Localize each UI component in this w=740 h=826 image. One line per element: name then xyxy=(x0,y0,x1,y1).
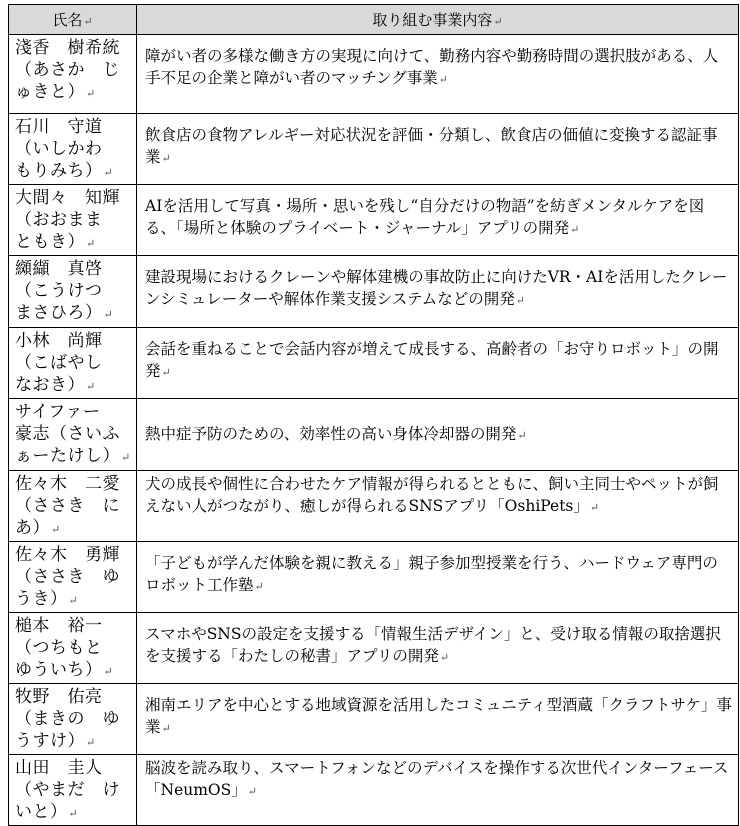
table-row xyxy=(9,35,739,114)
return-mark-icon: ↵ xyxy=(439,651,450,664)
return-mark-icon: ↵ xyxy=(103,308,114,321)
content-cell: 熱中症予防のための、効率性の高い身体冷却器の開発↵ xyxy=(137,399,739,471)
return-mark-icon: ↵ xyxy=(515,294,525,307)
return-mark-icon: ↵ xyxy=(51,523,61,536)
return-mark-icon: ↵ xyxy=(103,665,114,678)
table-row xyxy=(9,256,739,328)
return-mark-icon: ↵ xyxy=(68,807,79,820)
return-mark-icon: ↵ xyxy=(517,428,527,442)
table-row xyxy=(9,399,739,471)
content-cell: AIを活用して写真・場所・思いを残し“自分だけの物語”を紡ぎメンタルケアを図る、「場所と体験のプライベート・ジャーナル」アプリの開発↵ xyxy=(137,185,739,256)
content-cell: 「子どもが学んだ体験を親に教える」親子参加型授業を行う、ハードウェア専門のロボット工作塾↵ xyxy=(137,542,739,613)
name-cell: 牧野 佑亮（まきの ゆうすけ）↵ xyxy=(9,684,137,755)
content-cell: 会話を重ねることで会話内容が増えて成長する、高齢者の「お守りロボット」の開発↵ xyxy=(137,328,739,399)
return-mark-icon: ↵ xyxy=(438,73,449,86)
name-cell: 佐々木 二愛（ささき にあ）↵ xyxy=(9,471,137,542)
return-mark-icon: ↵ xyxy=(86,736,96,749)
name-cell: 淺香 樹希統（あさか じゅきと）↵ xyxy=(9,35,137,114)
return-mark-icon: ↵ xyxy=(86,237,96,250)
return-mark-icon: ↵ xyxy=(161,152,171,165)
return-mark-icon: ↵ xyxy=(68,594,79,607)
content-cell: 障がい者の多様な働き方の実現に向けて、勤務内容や勤務時間の選択肢がある、人手不足の企業と障がい者のマッチング事業↵ xyxy=(137,35,739,114)
table-row xyxy=(9,755,739,826)
content-cell: 犬の成長や個性に合わせたケア情報が得られるとともに、飼い主同士やペットが飼えない人がつながり、癒しが得られるSNSアプリ「OshiPets」↵ xyxy=(137,471,739,542)
name-cell: 小林 尚輝（こばやし なおき）↵ xyxy=(9,328,137,399)
return-mark-icon: ↵ xyxy=(121,451,131,464)
content-cell: スマホやSNSの設定を支援する「情報生活デザイン」と、受け取る情報の取捨選択を支援する「わたしの秘書」アプリの開発↵ xyxy=(137,613,739,684)
table-row xyxy=(9,328,739,399)
content-cell: 建設現場におけるクレーンや解体建機の事故防止に向けたVR・AIを活用したクレーンシミュレーターや解体作業支援システムなどの開発↵ xyxy=(137,256,739,328)
return-mark-icon: ↵ xyxy=(83,15,93,28)
business-table xyxy=(8,4,739,826)
return-mark-icon: ↵ xyxy=(254,580,264,593)
name-cell: 佐々木 勇輝（ささき ゆうき）↵ xyxy=(9,542,137,613)
header-content: 取り組む事業内容↵ xyxy=(137,5,739,35)
return-mark-icon: ↵ xyxy=(493,15,503,28)
table-row xyxy=(9,613,739,684)
content-cell: 湘南エリアを中心とする地域資源を活用したコミュニティ型酒蔵「クラフトサケ」事業↵ xyxy=(137,684,739,755)
return-mark-icon: ↵ xyxy=(161,366,171,379)
name-cell: サイファー 豪志（さいふぁーたけし）↵ xyxy=(9,399,137,471)
table-row xyxy=(9,684,739,755)
return-mark-icon: ↵ xyxy=(570,223,580,236)
return-mark-icon: ↵ xyxy=(247,785,257,798)
name-cell: 大間々 知輝（おおまま ともき）↵ xyxy=(9,185,137,256)
return-mark-icon: ↵ xyxy=(86,380,96,393)
name-cell: 石川 守道（いしかわ もりみち）↵ xyxy=(9,114,137,185)
table-row xyxy=(9,114,739,185)
return-mark-icon: ↵ xyxy=(86,87,96,100)
content-cell: 飲食店の食物アレルギー対応状況を評価・分類し、飲食店の価値に変換する認証事業↵ xyxy=(137,114,739,185)
name-cell: 槌本 裕一（つちもと ゆういち）↵ xyxy=(9,613,137,684)
return-mark-icon: ↵ xyxy=(589,501,600,514)
table-row xyxy=(9,471,739,542)
content-cell: 脳波を読み取り、スマートフォンなどのデバイスを操作する次世代インターフェース「NeumOS」↵ xyxy=(137,755,739,826)
header-row xyxy=(9,5,739,35)
return-mark-icon: ↵ xyxy=(103,166,114,179)
name-cell: 山田 圭人（やまだ けいと）↵ xyxy=(9,755,137,826)
name-cell: 纐纈 真啓（こうけつ まさひろ）↵ xyxy=(9,256,137,328)
table-row xyxy=(9,185,739,256)
header-name: 氏名↵ xyxy=(9,5,137,35)
table-row xyxy=(9,542,739,613)
return-mark-icon: ↵ xyxy=(161,722,171,735)
